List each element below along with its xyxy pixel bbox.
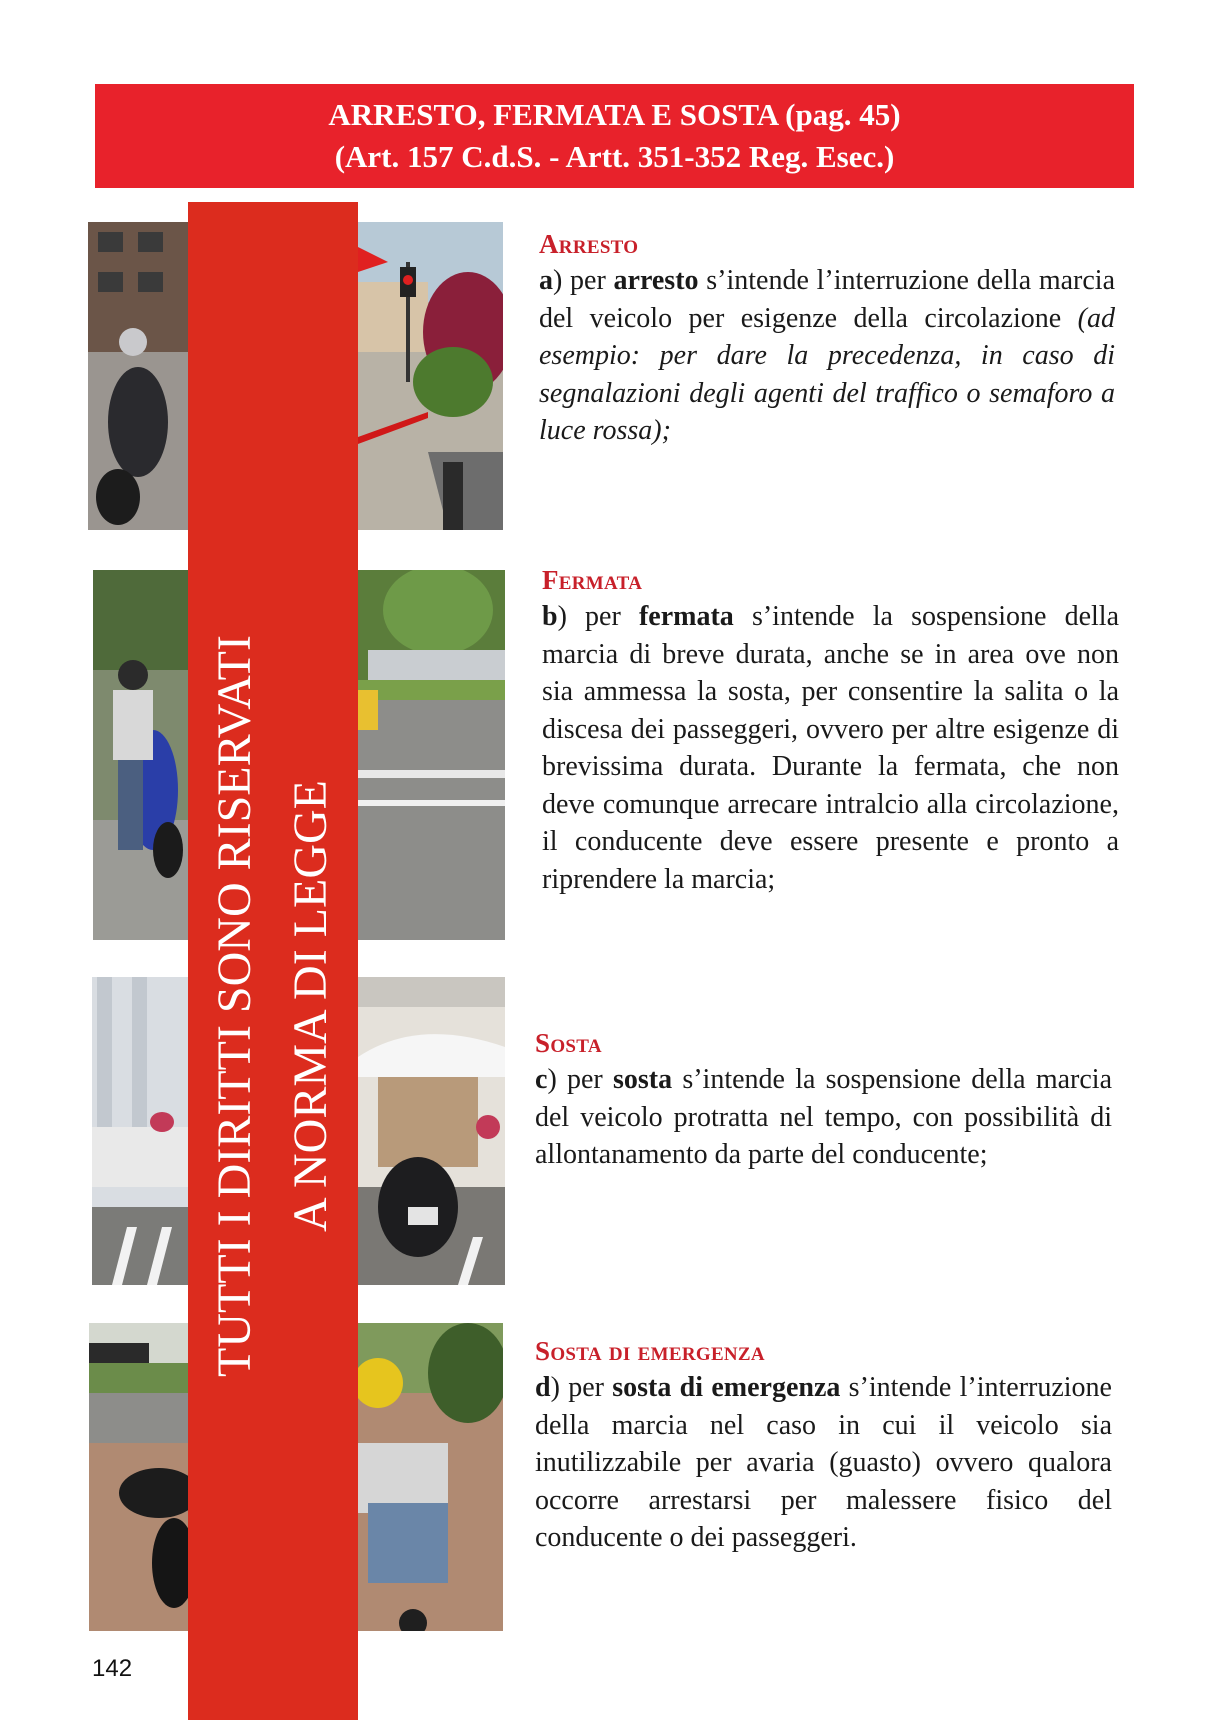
- section-heading: Sosta: [535, 1028, 602, 1058]
- section-term: sosta di emergenza: [612, 1372, 841, 1403]
- photo-sosta-left: [92, 977, 188, 1285]
- photo-fermata-left: [93, 570, 188, 940]
- photo-arresto-right: [358, 222, 503, 530]
- section-term: sosta: [612, 1064, 673, 1095]
- section-text: d) per sosta di emergenza s’intende l’interruzione della marcia nel caso in cui il veicolo sia inutilizzabile per avaria (guasto) ovvero qualora occorre arrestarsi per malessere fisico del conducente o dei passeggeri.: [535, 1372, 1112, 1553]
- section-text: c) per sosta s’intende la sospensione della marcia del veicolo protratta nel tempo, con possibilità di allontanamento da parte del conducente;: [535, 1064, 1113, 1170]
- section-heading: Sosta di emergenza: [535, 1336, 765, 1366]
- photo-emergenza-left: [89, 1323, 188, 1631]
- photo-fermata-right: [358, 570, 505, 940]
- section-example: (ad esempio: per dare la precedenza, in caso di segnalazioni degli agenti del traffico o semaforo a luce rossa);: [539, 302, 1115, 446]
- section-text: a) per arresto s’intende l’interruzione della marcia del veicolo per esigenze della circolazione (ad esempio: per dare la precedenza, in caso di segnalazioni degli agenti del traffico o semaforo a luce rossa);: [539, 265, 1116, 446]
- photo-emergenza-right: [358, 1323, 503, 1631]
- copyright-banner-text: [197, 506, 349, 1506]
- banner-line-2: A NORMA DI LEGGE: [284, 780, 337, 1232]
- section-heading: Fermata: [542, 565, 643, 595]
- section-term: fermata: [638, 601, 734, 632]
- section-term: arresto: [613, 265, 699, 296]
- section-fermata: [542, 564, 1119, 898]
- header-title: ARRESTO, FERMATA E SOSTA (pag. 45): [328, 97, 901, 132]
- header-subtitle: (Art. 157 C.d.S. - Artt. 351-352 Reg. Esec.): [334, 139, 895, 174]
- section-sosta-emergenza: [535, 1335, 1112, 1557]
- section-letter: a: [539, 265, 553, 296]
- photo-sosta-right: [358, 977, 505, 1285]
- page-header: [95, 84, 1134, 188]
- section-arresto: [539, 228, 1115, 450]
- section-sosta: [535, 1027, 1112, 1174]
- photo-arresto-left: [88, 222, 188, 530]
- section-letter: d: [535, 1372, 551, 1403]
- section-heading: Arresto: [539, 229, 639, 259]
- section-text: b) per fermata s’intende la sospensione della marcia di breve durata, anche se in area ove non sia ammessa la sosta, per consentire la salita o la discesa dei passeggeri, ovvero per altre esigenze di brevissima durata. Durante la fermata, che non deve comunque arrecare intralcio alla circolazione, il conducente deve essere presente e pronto a riprendere la marcia;: [542, 601, 1119, 895]
- banner-line-1: TUTTI I DIRITTI SONO RISERVATI: [208, 635, 261, 1377]
- section-letter: c: [535, 1064, 548, 1095]
- section-letter: b: [542, 601, 558, 632]
- page-number: 142: [92, 1655, 133, 1682]
